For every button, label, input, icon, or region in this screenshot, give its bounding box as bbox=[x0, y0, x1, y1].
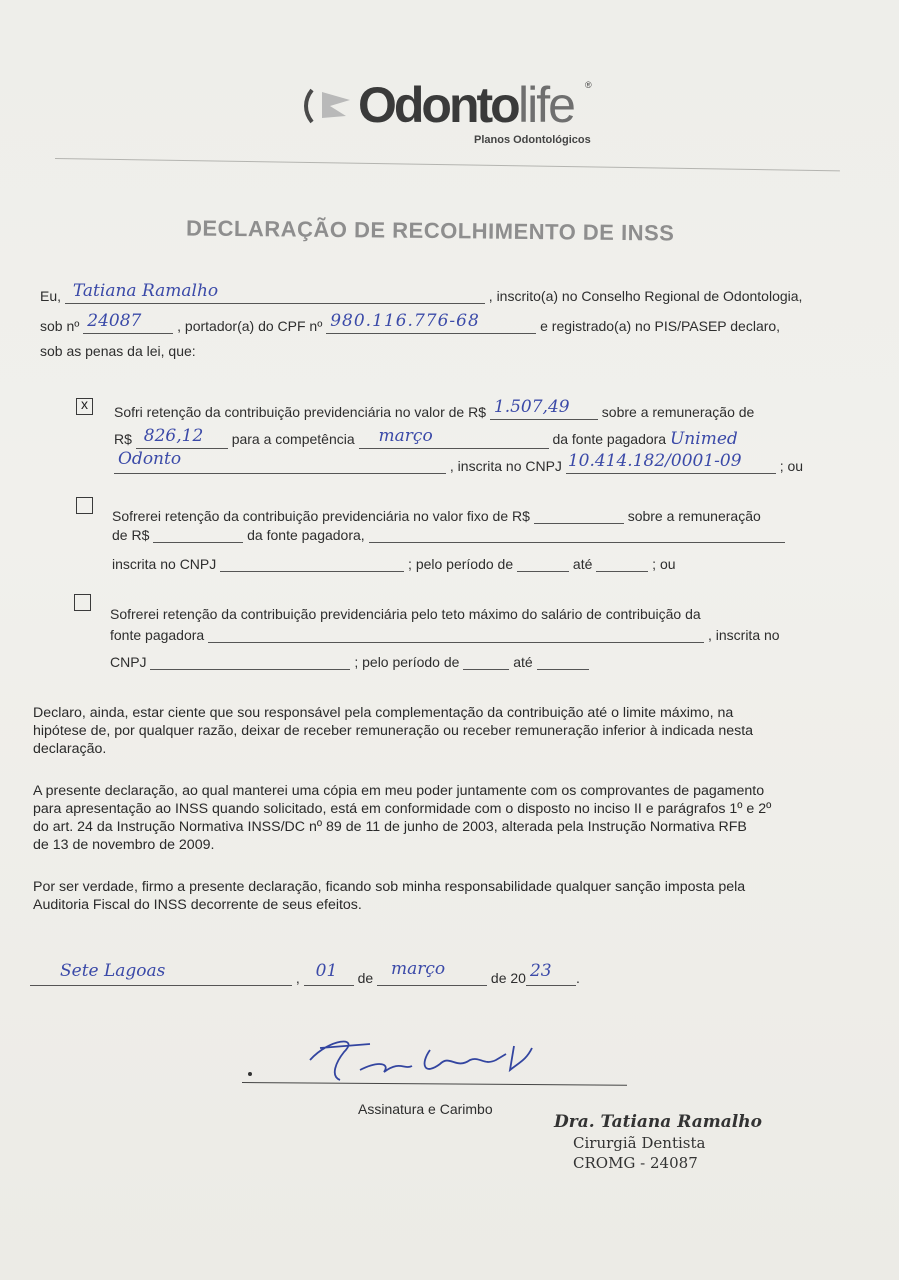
logo-registered-mark: ® bbox=[585, 80, 592, 90]
intro-sob: sob nº bbox=[40, 318, 80, 334]
intro-portador: , portador(a) do CPF nº bbox=[177, 318, 323, 334]
option2-checkbox[interactable] bbox=[76, 497, 93, 519]
stamp-role: Cirurgiã Dentista bbox=[573, 1134, 706, 1152]
document-title: DECLARAÇÃO DE RECOLHIMENTO DE INSS bbox=[185, 215, 675, 246]
paragraph-line: Auditoria Fiscal do INSS decorrente de seus efeitos. bbox=[33, 897, 362, 913]
paragraph-line: Declaro, ainda, estar ciente que sou responsável pela complementação da contribuição até o limite máximo, na bbox=[33, 705, 734, 721]
option2-l3d: ; ou bbox=[652, 556, 676, 572]
intro-eu: Eu, bbox=[40, 288, 62, 304]
signature-label: Assinatura e Carimbo bbox=[358, 1101, 493, 1117]
intro-penas: sob as penas da lei, que: bbox=[40, 343, 196, 359]
paragraph-line: do art. 24 da Instrução Normativa INSS/DC nº 89 de 11 de junho de 2003, alterada pela Instrução Normativa RFB bbox=[33, 819, 747, 835]
option1-line-2 bbox=[114, 426, 738, 449]
date-comma: , bbox=[295, 970, 300, 986]
paragraph-line: declaração. bbox=[33, 741, 107, 757]
option2-l3a: inscrita no CNPJ bbox=[112, 556, 217, 572]
year-value: 23 bbox=[529, 961, 552, 981]
city-field bbox=[30, 961, 292, 986]
name-field bbox=[65, 281, 485, 304]
option3-l2b: , inscrita no bbox=[707, 627, 780, 643]
option2-l3c: até bbox=[572, 556, 593, 572]
day-field bbox=[304, 961, 354, 986]
year-field bbox=[526, 961, 576, 986]
option3-cnpj-field bbox=[150, 655, 350, 670]
paragraph-line: A presente declaração, ao qual manterei uma cópia em meu poder juntamente com os comprovantes de pagamento bbox=[33, 783, 765, 799]
option2-valor-field bbox=[534, 509, 624, 524]
option1-l3b: ; ou bbox=[779, 458, 804, 474]
option1-fonte-field bbox=[114, 449, 446, 474]
month-field bbox=[377, 959, 487, 986]
option3-checkbox[interactable] bbox=[74, 594, 91, 616]
paragraph-line: para apresentação ao INSS quando solicitado, está em conformidade com o disposto no inciso II e parágrafos 1º e 2º bbox=[33, 801, 772, 817]
option3-l3b: ; pelo período de bbox=[354, 654, 460, 670]
option1-cnpj-field bbox=[566, 451, 776, 474]
logo-swoosh-icon bbox=[300, 82, 356, 130]
option1-l1a: Sofri retenção da contribuição previdenciária no valor de R$ bbox=[114, 404, 486, 420]
option1-l2b: da fonte pagadora bbox=[552, 431, 667, 447]
option3-periodo-inicio-field bbox=[463, 655, 509, 670]
paragraph-line: hipótese de, por qualquer razão, deixar de receber remuneração ou receber remuneração inferior à indicada nesta bbox=[33, 723, 754, 739]
option3-fonte-field bbox=[208, 628, 704, 643]
header-divider bbox=[55, 158, 840, 171]
option2-line-1 bbox=[112, 508, 761, 524]
option1-valor-field bbox=[490, 397, 598, 420]
cpf-field bbox=[326, 311, 536, 334]
option1-checkbox[interactable] bbox=[76, 398, 93, 420]
option1-cnpj: 10.414.182/0001-09 bbox=[567, 451, 742, 471]
paragraph-line: Por ser verdade, firmo a presente declaração, ficando sob minha responsabilidade qualquer sanção imposta pela bbox=[33, 879, 746, 895]
paragraph-line: de 13 de novembro de 2009. bbox=[33, 837, 215, 853]
option2-line-2 bbox=[112, 527, 785, 543]
city-value: Sete Lagoas bbox=[60, 961, 166, 981]
logo-brand-life: life bbox=[518, 77, 574, 133]
paragraph-verdade bbox=[33, 878, 745, 914]
intro-line-1 bbox=[40, 281, 803, 304]
option3-line-3 bbox=[110, 654, 589, 670]
signature-dot bbox=[248, 1072, 252, 1076]
cro-value: 24087 bbox=[87, 311, 142, 331]
option2-l3b: ; pelo período de bbox=[408, 556, 514, 572]
option1-l1b: sobre a remuneração de bbox=[601, 404, 755, 420]
option3-l3a: CNPJ bbox=[110, 654, 147, 670]
option2-cnpj-field bbox=[220, 557, 404, 572]
option1-line-3 bbox=[114, 449, 804, 474]
day-value: 01 bbox=[315, 961, 338, 981]
option1-fonte1: Unimed bbox=[669, 429, 738, 449]
logo-brand-main: Odonto bbox=[358, 77, 518, 133]
intro-registrado: e registrado(a) no PIS/PASEP declaro, bbox=[540, 318, 781, 334]
option3-periodo-fim-field bbox=[537, 655, 589, 670]
date-de: de bbox=[357, 970, 374, 986]
option2-fonte-field bbox=[369, 528, 785, 543]
option2-periodo-inicio-field bbox=[517, 557, 569, 572]
option1-competencia-field bbox=[359, 426, 549, 449]
intro-inscrito: , inscrito(a) no Conselho Regional de Odontologia, bbox=[488, 288, 803, 304]
cpf-value: 980.116.776-68 bbox=[330, 311, 480, 331]
signature-scribble-icon bbox=[300, 1030, 540, 1086]
option1-l2a: para a competência bbox=[231, 431, 355, 447]
month-value: março bbox=[391, 959, 446, 979]
option2-l1b: sobre a remuneração bbox=[627, 508, 761, 524]
paragraph-conformidade bbox=[33, 782, 771, 854]
year-prefix: de 20 bbox=[490, 970, 526, 986]
check-mark-icon: x bbox=[81, 396, 88, 412]
option3-line-2 bbox=[110, 627, 780, 643]
name-value: Tatiana Ramalho bbox=[72, 281, 219, 301]
option2-line-3 bbox=[112, 556, 676, 572]
option1-competencia: março bbox=[378, 426, 433, 446]
option2-l1a: Sofrerei retenção da contribuição previdenciária no valor fixo de R$ bbox=[112, 508, 530, 524]
option1-valor: 1.507,49 bbox=[493, 397, 570, 417]
option2-l2a: de R$ bbox=[112, 527, 150, 543]
option2-l2b: da fonte pagadora, bbox=[247, 527, 365, 543]
option1-line-1 bbox=[114, 397, 755, 420]
option3-line-1: Sofrerei retenção da contribuição previdenciária pelo teto máximo do salário de contribuição da bbox=[110, 606, 701, 622]
stamp-cro: CROMG - 24087 bbox=[573, 1154, 698, 1172]
date-line bbox=[30, 959, 580, 986]
option2-periodo-fim-field bbox=[596, 557, 648, 572]
option1-l3a: , inscrita no CNPJ bbox=[449, 458, 562, 474]
option3-l3c: até bbox=[513, 654, 533, 670]
option1-fonte2: Odonto bbox=[118, 449, 182, 469]
logo-subtitle: Planos Odontológicos bbox=[474, 134, 591, 146]
option1-remuneracao-field bbox=[136, 426, 228, 449]
option3-l2a: fonte pagadora bbox=[110, 627, 205, 643]
intro-line-2 bbox=[40, 311, 781, 334]
option1-remuneracao: 826,12 bbox=[143, 426, 204, 446]
date-period: . bbox=[575, 970, 580, 986]
paragraph-ciente bbox=[33, 704, 753, 758]
cro-field bbox=[83, 311, 173, 334]
option1-rs: R$ bbox=[114, 431, 132, 447]
stamp-name: Dra. Tatiana Ramalho bbox=[554, 1112, 762, 1132]
option2-remuneracao-field bbox=[153, 528, 243, 543]
